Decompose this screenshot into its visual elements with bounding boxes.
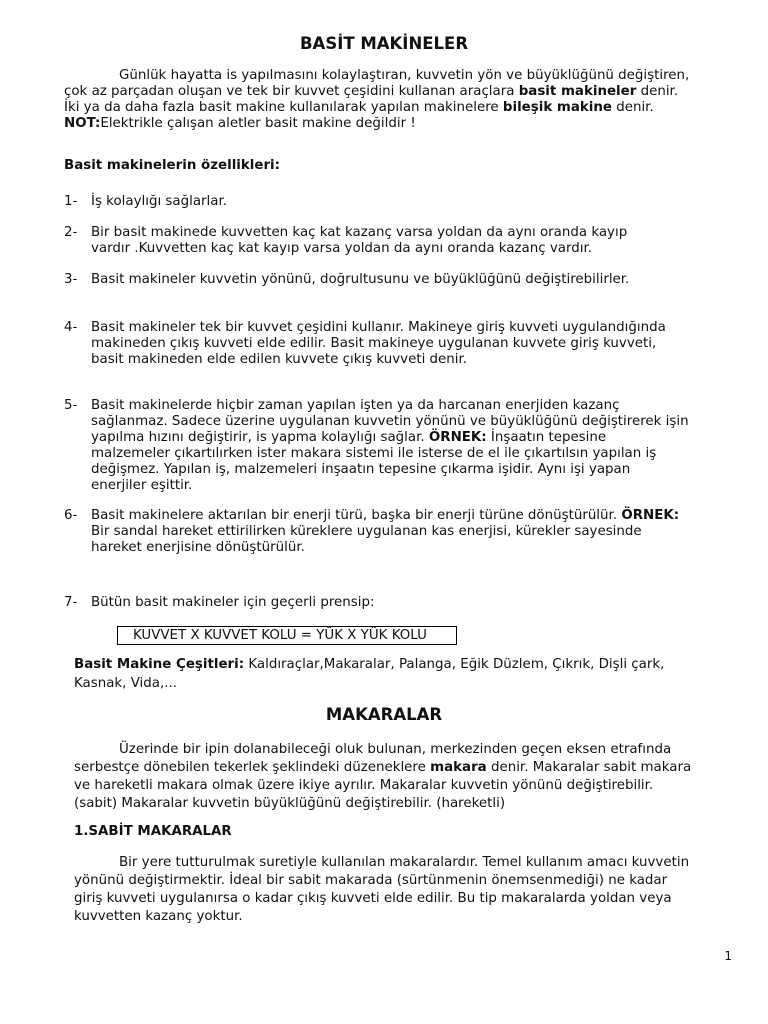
item-line: Bir sandal hareket ettirilirken küreklere uygulanan kas enerjisi, kürekler sayesinde: [91, 524, 642, 539]
term-bilesik-makine: bileşik makine: [502, 100, 612, 115]
para-line: [74, 854, 754, 872]
para-text: Bir yere tutturulmak suretiyle kullanılan makaralardır. Temel kullanım amacı kuvvetin: [119, 855, 690, 870]
intro-text-5: denir.: [611, 100, 654, 115]
item-line: İş kolaylığı sağlarlar.: [91, 194, 227, 209]
item-line: Basit makinelerde hiçbir zaman yapılan işten ya da harcanan enerjiden kazanç: [91, 398, 620, 413]
sabit-makaralar-paragraph: [74, 854, 754, 926]
formula-box: KUVVET X KUVVET KOLU = YÜK X YÜK KOLU: [117, 626, 457, 645]
item-line: sağlanmaz. Sadece üzerine uygulanan kuvvetin yönünü ve büyüklüğünü değiştirerek işin: [91, 414, 689, 429]
item-line: Bütün basit makineler için geçerli prensip:: [91, 595, 375, 610]
para-text: Üzerinde bir ipin dolanabileceği oluk bulunan, merkezinden geçen eksen etrafında: [119, 742, 672, 757]
item-line: değişmez. Yapılan iş, malzemeleri inşaatın tepesine çıkarma işidir. Aynı işi yapan: [91, 462, 631, 477]
item-line: Basit makineler kuvvetin yönünü, doğrultusunu ve büyüklüğünü değiştirebilirler.: [91, 272, 630, 287]
types-line-2: Kasnak, Vida,...: [74, 676, 178, 691]
item-text: Basit makinelere aktarılan bir enerji türü, başka bir enerji türüne dönüştürülür.: [91, 508, 622, 523]
para-line: giriş kuvveti uygulanırsa o kadar çıkış kuvveti elde edilir. Bu tip makaralarda yoldan veya: [74, 891, 672, 906]
intro-paragraph: [64, 68, 744, 132]
para-text: denir. Makaralar sabit makara: [486, 760, 692, 775]
note-text: Elektrikle çalışan aletler basit makine değildir !: [100, 116, 416, 131]
intro-text-1: Günlük hayatta is yapılmasını kolaylaştıran, kuvvetin yön ve büyüklüğünü değiştiren,: [119, 68, 690, 83]
para-line: [74, 759, 754, 777]
item-line: Bir basit makinede kuvvetten kaç kat kazanç varsa yoldan da aynı oranda kayıp: [91, 225, 628, 240]
para-line: yönünü değiştirmektir. İdeal bir sabit makarada (sürtünmenin önemsenmediği) ne kadar: [74, 873, 668, 888]
item-line: hareket enerjisine dönüştürülür.: [91, 540, 305, 555]
intro-text-3: denir.: [636, 84, 679, 99]
feature-item-5: [91, 398, 741, 494]
para-text: serbestçe dönebilen tekerlek şeklindeki düzeneklere: [74, 760, 431, 775]
para-line: ve hareketli makara olmak üzere ikiye ayrılır. Makaralar kuvvetin yönünü değiştirebilir.: [74, 778, 654, 793]
page-title: BASİT MAKİNELER: [299, 34, 469, 53]
item-text: yapılma hızını değiştirir, is yapma kolaylığı sağlar.: [91, 430, 429, 445]
item-number: 6-: [64, 508, 78, 523]
term-makara: makara: [430, 760, 487, 775]
item-line: [91, 508, 741, 524]
features-heading: Basit makinelerin özellikleri:: [64, 158, 280, 173]
types-label: Basit Makine Çeşitleri:: [74, 657, 245, 672]
item-line: enerjiler eşittir.: [91, 478, 193, 493]
para-line: kuvvetten kazanç yoktur.: [74, 909, 243, 924]
item-line: basit makineden elde edilen kuvvete çıkış kuvveti denir.: [91, 352, 468, 367]
feature-item-4: [91, 320, 741, 368]
item-text: İnşaatın tepesine: [486, 430, 607, 445]
types-line-1: [74, 657, 744, 673]
page-number: 1: [724, 949, 732, 963]
intro-line-3: [64, 100, 744, 116]
item-number: 2-: [64, 225, 78, 240]
example-label: ÖRNEK:: [621, 508, 680, 523]
sub-heading-sabit-makaralar: 1.SABİT MAKARALAR: [74, 824, 232, 839]
feature-item-6: [91, 508, 741, 556]
feature-item-1: [91, 194, 741, 210]
para-line: [74, 741, 754, 759]
intro-line-1: [64, 68, 744, 84]
feature-item-7: [91, 595, 741, 611]
item-number: 1-: [64, 194, 78, 209]
makaralar-paragraph: [74, 741, 754, 813]
types-text: Kaldıraçlar,Makaralar, Palanga, Eğik Düzlem, Çıkrık, Dişli çark,: [244, 657, 665, 672]
item-line: vardır .Kuvvetten kaç kat kayıp varsa yoldan da aynı oranda kazanç vardır.: [91, 241, 592, 256]
machine-types: [74, 657, 744, 692]
para-line: (sabit) Makaralar kuvvetin büyüklüğünü değiştirebilir. (hareketli): [74, 796, 506, 811]
item-line: makineden çıkış kuvveti elde edilir. Basit makineye uygulanan kuvvete giriş kuvveti,: [91, 336, 657, 351]
item-number: 3-: [64, 272, 78, 287]
note-label: NOT:: [64, 116, 101, 131]
item-line: Basit makineler tek bir kuvvet çeşidini kullanır. Makineye giriş kuvveti uygulandığında: [91, 320, 666, 335]
intro-line-2: [64, 84, 744, 100]
section-heading-makaralar: MAKARALAR: [325, 705, 443, 724]
item-number: 4-: [64, 320, 78, 335]
feature-item-2: [91, 225, 741, 257]
intro-text-2: çok az parçadan oluşan ve tek bir kuvvet çeşidini kullanan araçlara: [64, 84, 519, 99]
intro-text-4: İki ya da daha fazla basit makine kullanılarak yapılan makinelere: [64, 100, 503, 115]
note-line: [64, 116, 744, 132]
item-number: 7-: [64, 595, 78, 610]
item-line: malzemeler çıkartılırken ister makara sistemi ile isterse de el ile çıkartılsın yapılan iş: [91, 446, 657, 461]
feature-item-3: [91, 272, 741, 288]
term-basit-makineler: basit makineler: [518, 84, 637, 99]
item-number: 5-: [64, 398, 78, 413]
item-line: [91, 430, 741, 446]
example-label: ÖRNEK:: [428, 430, 487, 445]
